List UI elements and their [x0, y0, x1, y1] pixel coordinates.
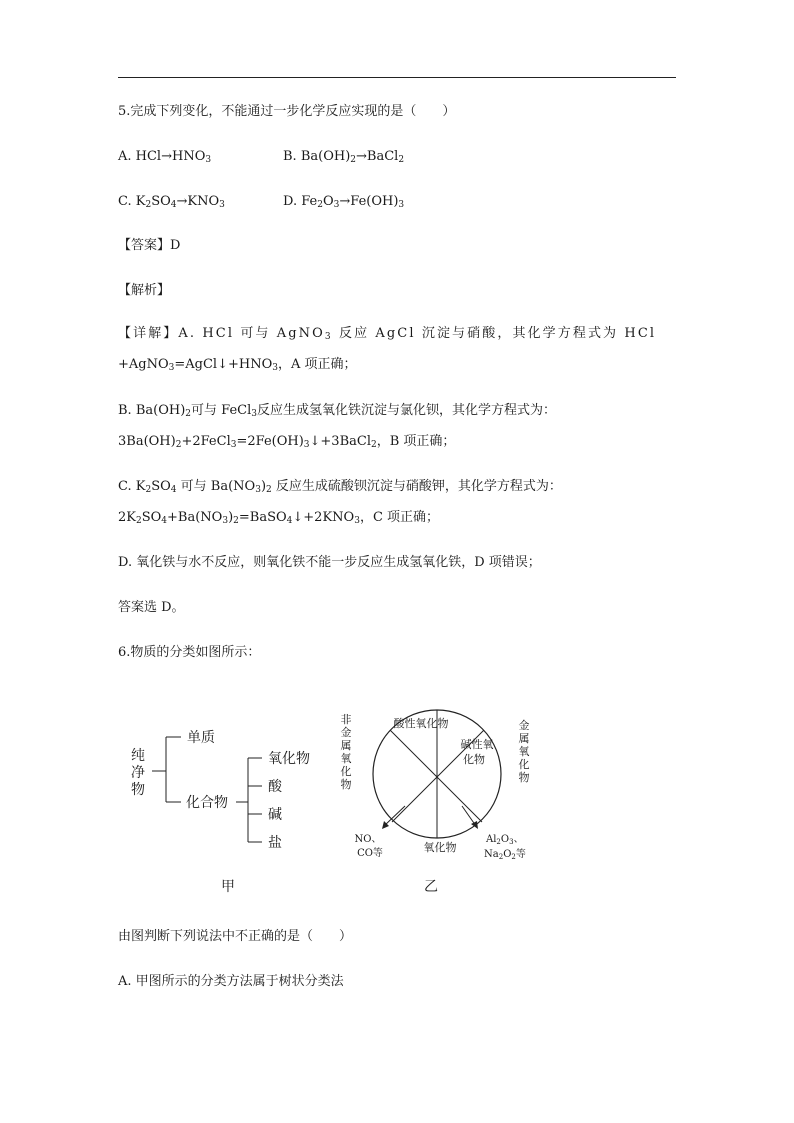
q6-question: 由图判断下列说法中不正确的是（ ）	[118, 929, 353, 944]
q5-detail-a-line1: 【详解】A. HCl 可与 AgNO$_3$ 反应 AgCl 沉淀与硝酸，其化学方程式为 HCl	[118, 326, 657, 342]
jia-compound: 化合物	[186, 795, 228, 811]
yi-arrow-left	[384, 806, 405, 826]
q5-answer: 【答案】D	[118, 238, 181, 253]
q6-option-a: A. 甲图所示的分类方法属于树状分类法	[118, 974, 344, 989]
yi-left-label-char-5: 化	[340, 765, 352, 778]
jia-root-char-3: 物	[131, 782, 145, 798]
jia-caption: 甲	[221, 879, 235, 895]
jia-acid: 酸	[268, 779, 282, 795]
yi-left-label-char-1: 非	[340, 713, 352, 726]
q5-detail-b-line2: $3Ba(OH)_2+2FeCl_3=2Fe(OH)_3↓+3BaCl_2$，B 项正确；	[118, 434, 456, 450]
jia-base: 碱	[268, 807, 282, 823]
figure-jia-tree	[131, 730, 310, 895]
q5-option-a: A. $HCl\to HNO_3$	[118, 149, 212, 165]
jia-salt: 盐	[268, 835, 282, 851]
yi-basic-oxide-line2: 化物	[463, 753, 485, 766]
yi-right-label-char-1: 金	[518, 719, 530, 732]
yi-left-label-char-3: 属	[340, 739, 352, 752]
q5-detail-b-line1: B. $Ba(OH)_2$可与 FeCl$_3$反应生成氢氧化铁沉淀与氯化钡，其化学方程式为：	[118, 403, 556, 419]
q5-option-c: C. $K_2SO_4\to KNO_3$	[118, 194, 225, 210]
figure-yi-circle	[341, 710, 530, 895]
yi-oxide-bottom: 氧化物	[423, 841, 457, 854]
q5-detail-c-line2: $2K_2SO_4+Ba(NO_3)_2=BaSO_4↓+2KNO_3$，C 项正确；	[118, 510, 440, 526]
q5-stem: 5.完成下列变化，不能通过一步化学反应实现的是（ ）	[118, 104, 456, 119]
yi-left-label-char-2: 金	[340, 726, 352, 739]
q5-conclusion: 答案选 D。	[118, 600, 185, 615]
yi-acidic-oxide: 酸性氧化物	[393, 717, 449, 730]
yi-caption: 乙	[424, 879, 438, 895]
q6-stem: 6.物质的分类如图所示：	[118, 645, 261, 660]
q5-option-b: B. $Ba(OH)_2\to BaCl_2$	[283, 149, 405, 165]
q5-detail-c-line1: C. $K_2SO_4$ 可与 $Ba(NO_3)_2$ 反应生成硫酸钡沉淀与硝酸钾，其化学方程式为：	[118, 479, 562, 495]
jia-simple-substance: 单质	[187, 730, 215, 746]
yi-right-label-char-2: 属	[518, 732, 530, 745]
yi-left-example-line2: CO等	[357, 848, 383, 859]
jia-root-label	[131, 748, 145, 798]
q5-option-d: D. $Fe_2O_3\to Fe(OH)_3$	[283, 194, 405, 210]
yi-right-label-char-5: 物	[518, 771, 530, 784]
q5-detail-d: D. 氧化铁与水不反应，则氧化铁不能一步反应生成氢氧化铁，D 项错误；	[118, 555, 541, 570]
jia-connectors	[152, 737, 262, 842]
jia-root-char-2: 净	[131, 765, 145, 781]
yi-left-label-char-6: 物	[340, 778, 352, 791]
jia-root-char-1: 纯	[131, 748, 145, 764]
yi-right-label-char-4: 化	[518, 758, 530, 771]
q5-analysis-header: 【解析】	[118, 283, 171, 298]
yi-right-example-line2: $Na_2O_2$等	[484, 849, 526, 861]
yi-basic-oxide-line1: 碱性氧	[460, 738, 494, 751]
yi-right-label-char-3: 氧	[518, 745, 530, 758]
yi-left-example-line1: NO、	[354, 834, 382, 845]
yi-right-example-line1: $Al_2O_3$、	[486, 834, 524, 846]
yi-left-label-char-4: 氧	[340, 752, 352, 765]
q5-detail-a-line2: $+AgNO_3=AgCl↓+HNO_3$，A 项正确；	[118, 357, 357, 373]
jia-oxide: 氧化物	[268, 751, 310, 767]
